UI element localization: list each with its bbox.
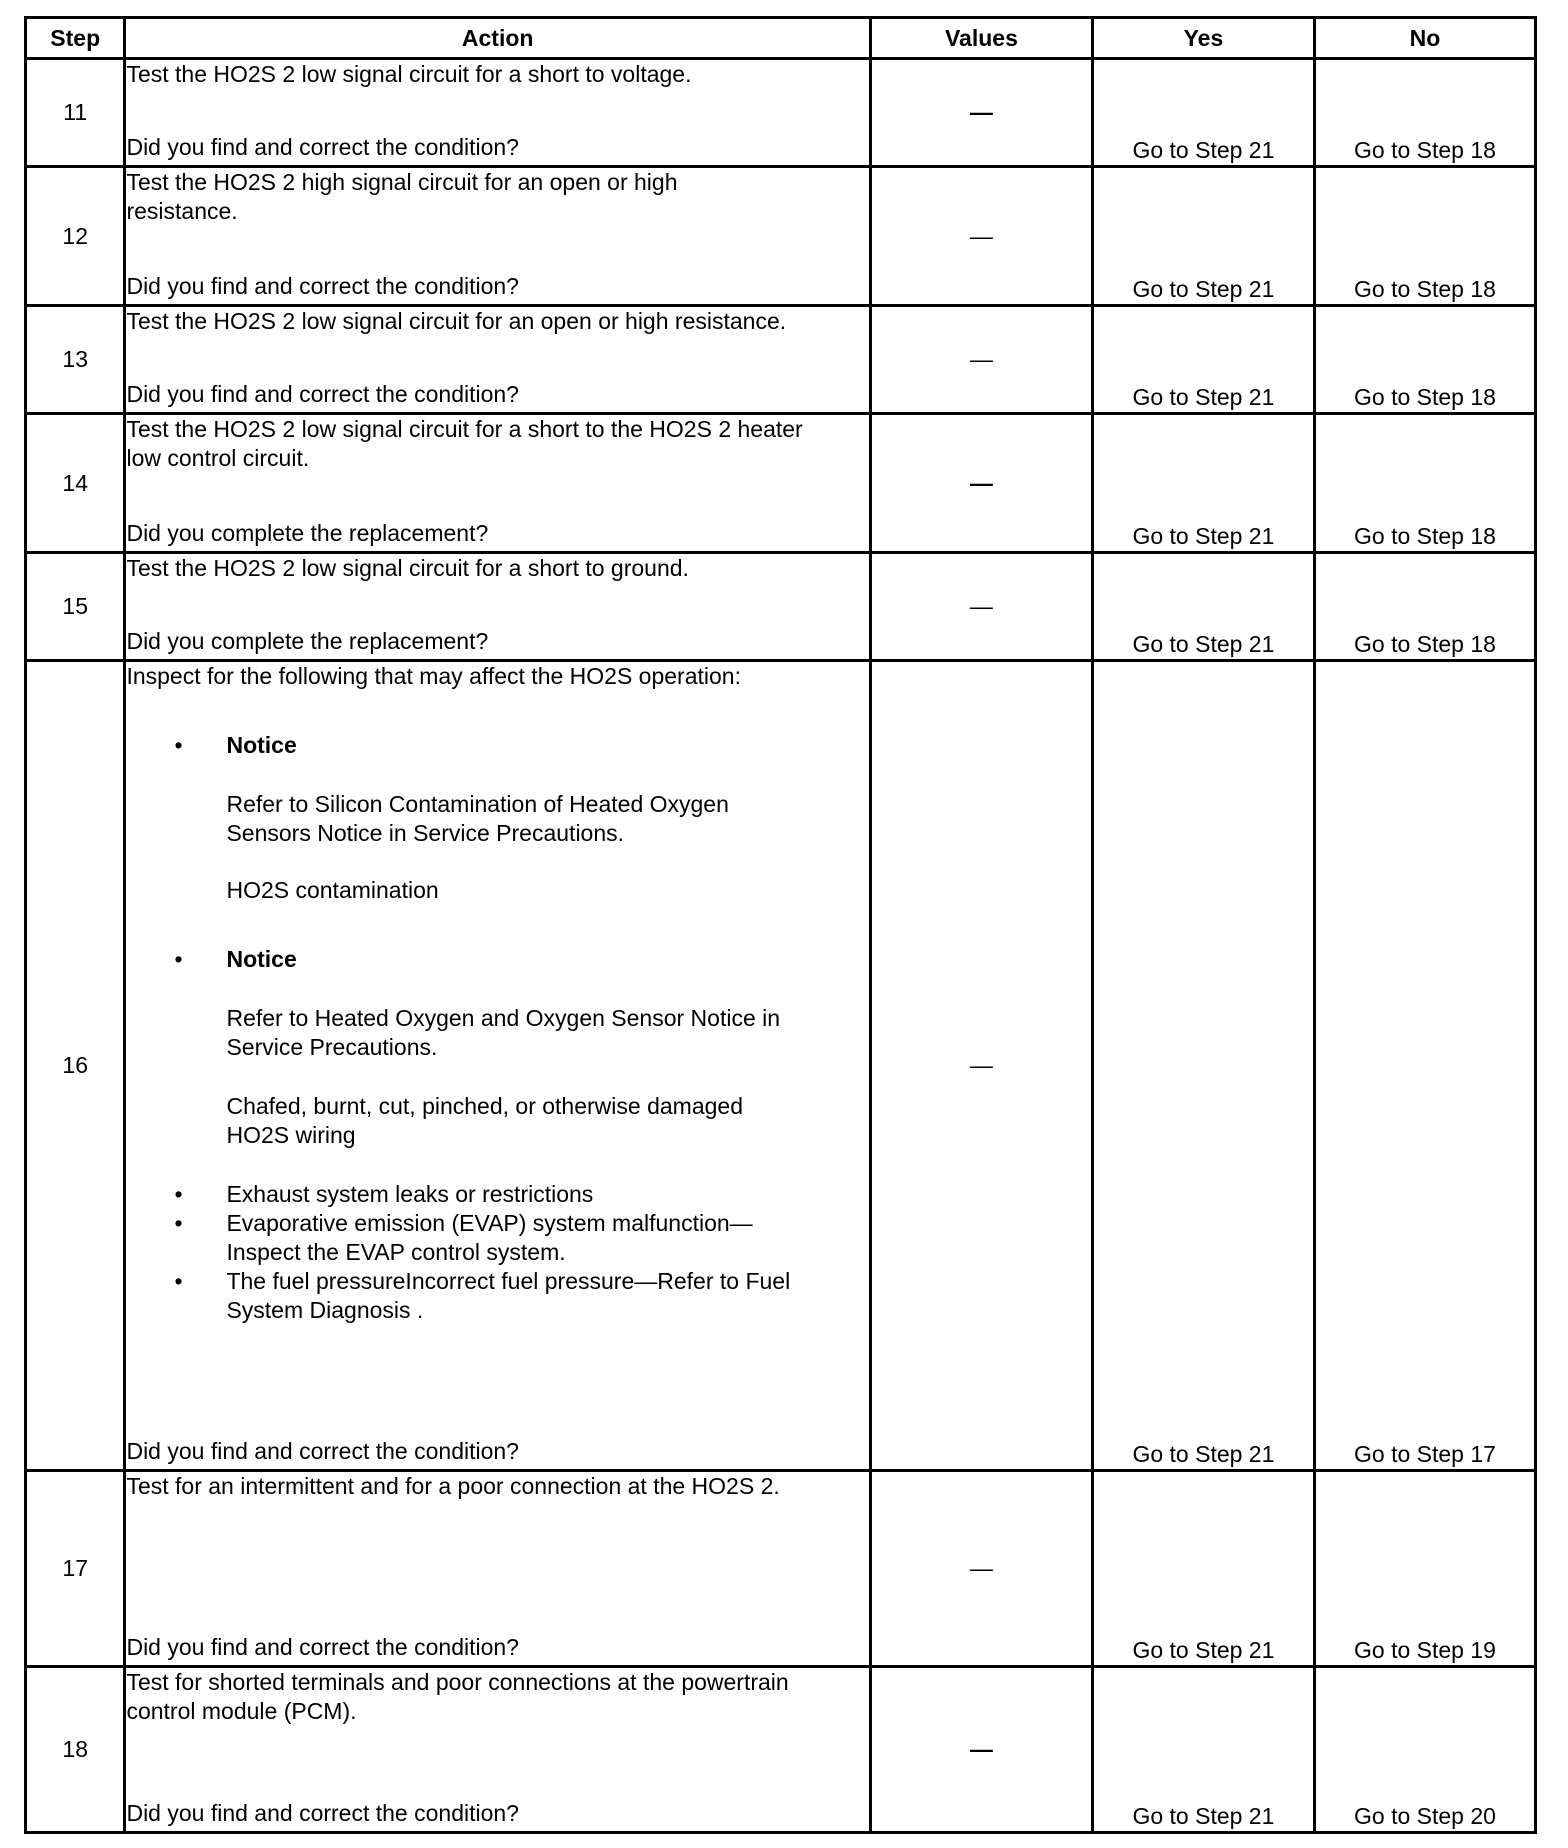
- bullet-text: The fuel pressureIncorrect fuel pressure—Refer to Fuel System Diagnosis .: [226, 1268, 791, 1323]
- values-cell: —: [870, 1471, 1092, 1667]
- bullet-icon: •: [174, 1181, 183, 1207]
- notice-item: HO2S contamination: [226, 877, 439, 903]
- table-row: [26, 167, 1536, 306]
- no-cell: Go to Step 18: [1314, 306, 1535, 414]
- bullet-text: Evaporative emission (EVAP) system malfunction—Inspect the EVAP control system.: [226, 1210, 753, 1265]
- yes-cell: Go to Step 21: [1092, 414, 1314, 553]
- step-number: 13: [26, 306, 125, 414]
- action-question: Did you find and correct the condition?: [126, 273, 519, 299]
- no-cell: Go to Step 18: [1314, 553, 1535, 661]
- table-row: [26, 306, 1536, 414]
- values-cell: —: [870, 1667, 1092, 1833]
- action-cell: [125, 167, 870, 306]
- no-cell: Go to Step 18: [1314, 167, 1535, 306]
- step-number: 14: [26, 414, 125, 553]
- table-row: [26, 661, 1536, 1471]
- no-cell: Go to Step 17: [1314, 661, 1535, 1471]
- yes-cell: Go to Step 21: [1092, 59, 1314, 167]
- step-number: 18: [26, 1667, 125, 1833]
- action-text: Test for an intermittent and for a poor connection at the HO2S 2.: [126, 1473, 780, 1499]
- table-header-row: [26, 18, 1536, 59]
- action-cell: [125, 414, 870, 553]
- yes-cell: Go to Step 21: [1092, 1667, 1314, 1833]
- action-text: Test the HO2S 2 low signal circuit for a short to voltage.: [126, 61, 692, 87]
- values-cell: —: [870, 661, 1092, 1471]
- notice-title: Notice: [226, 732, 297, 758]
- action-cell: [125, 1667, 870, 1833]
- action-question: Did you complete the replacement?: [126, 520, 489, 546]
- table-row: [26, 1667, 1536, 1833]
- notice-title: Notice: [226, 946, 297, 972]
- yes-cell: Go to Step 21: [1092, 167, 1314, 306]
- yes-cell: Go to Step 21: [1092, 306, 1314, 414]
- list-item: [126, 1209, 868, 1267]
- action-question: Did you find and correct the condition?: [126, 134, 519, 160]
- no-cell: Go to Step 18: [1314, 59, 1535, 167]
- list-item: [126, 731, 868, 945]
- list-item: [126, 1180, 868, 1209]
- table-row: [26, 1471, 1536, 1667]
- diagnostic-table: [24, 16, 1537, 1834]
- no-cell: Go to Step 18: [1314, 414, 1535, 553]
- header-step: Step: [26, 18, 125, 59]
- bullet-icon: •: [174, 732, 183, 758]
- values-cell: —: [870, 167, 1092, 306]
- action-cell: [125, 553, 870, 661]
- yes-cell: Go to Step 21: [1092, 1471, 1314, 1667]
- header-values: Values: [870, 18, 1092, 59]
- action-question: Did you find and correct the condition?: [126, 381, 519, 407]
- header-yes: Yes: [1092, 18, 1314, 59]
- action-question: Did you complete the replacement?: [126, 628, 489, 654]
- header-action: Action: [125, 18, 870, 59]
- action-text: Test the HO2S 2 high signal circuit for an open or high resistance.: [126, 169, 678, 224]
- bullet-text: Exhaust system leaks or restrictions: [226, 1181, 594, 1207]
- action-question: Did you find and correct the condition?: [126, 1800, 519, 1826]
- action-text: Test the HO2S 2 low signal circuit for a short to the HO2S 2 heater low control circuit.: [126, 416, 803, 471]
- action-intro: Inspect for the following that may affect the HO2S operation:: [126, 663, 741, 689]
- notice-text: Refer to Heated Oxygen and Oxygen Sensor Notice in Service Precautions.: [226, 1005, 781, 1060]
- list-item: [126, 1267, 868, 1325]
- yes-cell: Go to Step 21: [1092, 661, 1314, 1471]
- step-number: 16: [26, 661, 125, 1471]
- action-question: Did you find and correct the condition?: [126, 1438, 519, 1464]
- bullet-icon: •: [174, 1268, 183, 1294]
- step-number: 12: [26, 167, 125, 306]
- step-number: 15: [26, 553, 125, 661]
- action-cell: [125, 1471, 870, 1667]
- action-text: Test the HO2S 2 low signal circuit for an open or high resistance.: [126, 308, 787, 334]
- bullet-icon: •: [174, 1210, 183, 1236]
- no-cell: Go to Step 20: [1314, 1667, 1535, 1833]
- action-question: Did you find and correct the condition?: [126, 1634, 519, 1660]
- table-row: [26, 414, 1536, 553]
- step-number: 17: [26, 1471, 125, 1667]
- bullet-icon: •: [174, 946, 183, 972]
- table-row: [26, 59, 1536, 167]
- values-cell: —: [870, 553, 1092, 661]
- list-item: [126, 945, 868, 1180]
- action-cell: [125, 306, 870, 414]
- values-cell: —: [870, 59, 1092, 167]
- values-cell: —: [870, 414, 1092, 553]
- action-text: Test the HO2S 2 low signal circuit for a short to ground.: [126, 555, 689, 581]
- action-text: Test for shorted terminals and poor connections at the powertrain control module (PCM).: [126, 1669, 789, 1724]
- notice-list: [126, 731, 868, 1325]
- yes-cell: Go to Step 21: [1092, 553, 1314, 661]
- header-no: No: [1314, 18, 1535, 59]
- action-cell: [125, 59, 870, 167]
- no-cell: Go to Step 19: [1314, 1471, 1535, 1667]
- notice-text: Refer to Silicon Contamination of Heated Oxygen Sensors Notice in Service Precautions.: [226, 791, 729, 846]
- action-cell: [125, 661, 870, 1471]
- values-cell: —: [870, 306, 1092, 414]
- table-row: [26, 553, 1536, 661]
- step-number: 11: [26, 59, 125, 167]
- notice-item: Chafed, burnt, cut, pinched, or otherwise damaged HO2S wiring: [226, 1093, 743, 1148]
